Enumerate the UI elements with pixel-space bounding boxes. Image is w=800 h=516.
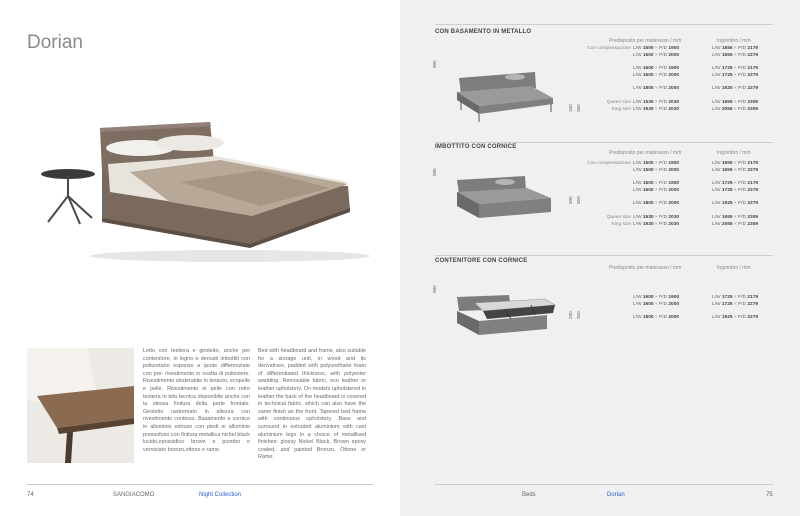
overall-dimension: L/W 2055 × P/D 2309 bbox=[712, 222, 759, 227]
overall-dimension: L/W 1655 × P/D 2309 bbox=[712, 100, 759, 105]
overall-dimension: L/W 1925 × P/D 2279 bbox=[712, 315, 759, 320]
section-title: CONTENITORE CON CORNICE bbox=[435, 258, 528, 264]
footer-divider bbox=[435, 484, 773, 485]
row-label: King size bbox=[611, 222, 631, 227]
overall-dimension: L/W 1655 × P/D 2279 bbox=[712, 168, 759, 173]
overall-dimension: L/W 1655 × P/D 2279 bbox=[712, 53, 759, 58]
page-number-right: 75 bbox=[766, 492, 773, 498]
mattress-dimension: L/W 1600 × P/D 1900 bbox=[633, 66, 680, 71]
overall-dimension: L/W 1655 × P/D 2179 bbox=[712, 46, 759, 51]
mattress-dimension: L/W 1930 × P/D 2030 bbox=[633, 107, 680, 112]
mattress-dimension: L/W 1600 × P/D 2000 bbox=[633, 302, 680, 307]
dim-a: 150 bbox=[568, 104, 573, 112]
mattress-dimension: L/W 1530 × P/D 2030 bbox=[633, 215, 680, 220]
col-overall-header: Ingombro / mm bbox=[717, 38, 751, 44]
mattress-dimension: L/W 1600 × P/D 2000 bbox=[633, 73, 680, 78]
col-mattress-header: Predisposto per materasso / mm bbox=[609, 150, 682, 156]
overall-dimension: L/W 1655 × P/D 2309 bbox=[712, 215, 759, 220]
page-number-left: 74 bbox=[27, 492, 34, 498]
dim-b: 360 bbox=[576, 104, 581, 112]
dim-a: 390 bbox=[568, 196, 573, 204]
description-english: Bed with headboard and frame, also suitable for a storage unit, in wood and its derivatives, padded with polyurethane foam of differentiated thickness, with polyester wadding. Removable fabric, eco leather or leather upholstery. On models upholstered in leather the back of the headboard is covered in technical fabric, which can also have the same finish as the front. Tapered bed frame with continuous upholstery. Base and surround in extruded aluminium with cast aluminium legs in a choice of metallised finishes: glossy Nickel Black, Brown epoxy coated, and painted Bronzo, Ottone or Rame. bbox=[258, 348, 366, 461]
right-page bbox=[400, 0, 800, 516]
bed-thumbnail-metal-base bbox=[435, 58, 585, 128]
bed-hero-image bbox=[30, 110, 370, 270]
product-link[interactable]: Dorian bbox=[607, 492, 625, 498]
col-overall-header: Ingombro / mm bbox=[717, 265, 751, 271]
mattress-dimension: L/W 1500 × P/D 1900 bbox=[633, 46, 680, 51]
mattress-dimension: L/W 1500 × P/D 2000 bbox=[633, 168, 680, 173]
bed-thumbnail-upholstered bbox=[435, 166, 585, 236]
overall-dimension: L/W 1725 × P/D 2279 bbox=[712, 188, 759, 193]
bed-thumbnail-storage bbox=[435, 283, 585, 353]
col-mattress-header: Predisposto per materasso / mm bbox=[609, 38, 682, 44]
overall-dimension: L/W 1925 × P/D 2279 bbox=[712, 86, 759, 91]
col-mattress-header: Predisposto per materasso / mm bbox=[609, 265, 682, 271]
section-title: CON BASAMENTO IN METALLO bbox=[435, 29, 532, 35]
row-label: King size bbox=[611, 107, 631, 112]
brand-name: SANGIACOMO bbox=[113, 492, 155, 498]
mattress-dimension: L/W 1600 × P/D 1900 bbox=[633, 181, 680, 186]
col-overall-header: Ingombro / mm bbox=[717, 150, 751, 156]
mattress-dimension: L/W 1800 × P/D 2000 bbox=[633, 315, 680, 320]
footer-divider bbox=[27, 484, 373, 485]
mattress-dimension: L/W 1800 × P/D 2000 bbox=[633, 86, 680, 91]
overall-dimension: L/W 1725 × P/D 2179 bbox=[712, 295, 759, 300]
overall-dimension: L/W 1655 × P/D 2179 bbox=[712, 161, 759, 166]
row-label: Queen size bbox=[606, 100, 631, 105]
dim-b: 350 bbox=[576, 196, 581, 204]
detail-image bbox=[27, 348, 134, 463]
mattress-dimension: L/W 1600 × P/D 2000 bbox=[633, 188, 680, 193]
dim-height: 995 bbox=[432, 60, 437, 68]
overall-dimension: L/W 1725 × P/D 2279 bbox=[712, 302, 759, 307]
overall-dimension: L/W 2055 × P/D 2309 bbox=[712, 107, 759, 112]
row-label: Con compensazione bbox=[587, 46, 631, 51]
overall-dimension: L/W 1925 × P/D 2279 bbox=[712, 201, 759, 206]
overall-dimension: L/W 1725 × P/D 2179 bbox=[712, 181, 759, 186]
mattress-dimension: L/W 1500 × P/D 2000 bbox=[633, 53, 680, 58]
dim-b: 350 bbox=[576, 311, 581, 319]
mattress-dimension: L/W 1600 × P/D 1900 bbox=[633, 295, 680, 300]
row-label: Con compensazione bbox=[587, 161, 631, 166]
mattress-dimension: L/W 1800 × P/D 2000 bbox=[633, 201, 680, 206]
mattress-dimension: L/W 1530 × P/D 2030 bbox=[633, 100, 680, 105]
dim-height: 980 bbox=[432, 285, 437, 293]
page-title: Dorian bbox=[27, 32, 83, 53]
row-label: Queen size bbox=[606, 215, 631, 220]
mattress-dimension: L/W 1930 × P/D 2030 bbox=[633, 222, 680, 227]
overall-dimension: L/W 1725 × P/D 2279 bbox=[712, 73, 759, 78]
section-label: Beds bbox=[522, 492, 536, 498]
description-italian: Letto con testiera e giroletto, anche per contenitore, in legno e derivati imbottiti con poliuretano espanso a quote differenziate con pre- rivestimento in ovatta di poliestere. Rivestimento sfoderabile in tessuto, ecopelle e pelle. Rivestimento in pelle con retro testiera in tela tecnica disponibile anche con la stessa finitura della parte frontale. Giroletto rastremato in altezza con rivestimento continuo. Basamento e cornice in alluminio estruso con piedi in alluminio pressofuso con finitura metallica nichel black lucido,epossidico brown e piombo o verniciato bronzo,ottone e rame. bbox=[143, 348, 250, 453]
overall-dimension: L/W 1725 × P/D 2179 bbox=[712, 66, 759, 71]
mattress-dimension: L/W 1500 × P/D 1900 bbox=[633, 161, 680, 166]
dim-a: 290 bbox=[568, 311, 573, 319]
collection-link[interactable]: Night Collection bbox=[199, 492, 242, 498]
section-title: IMBOTTITO CON CORNICE bbox=[435, 144, 517, 150]
dim-height: 995 bbox=[432, 168, 437, 176]
